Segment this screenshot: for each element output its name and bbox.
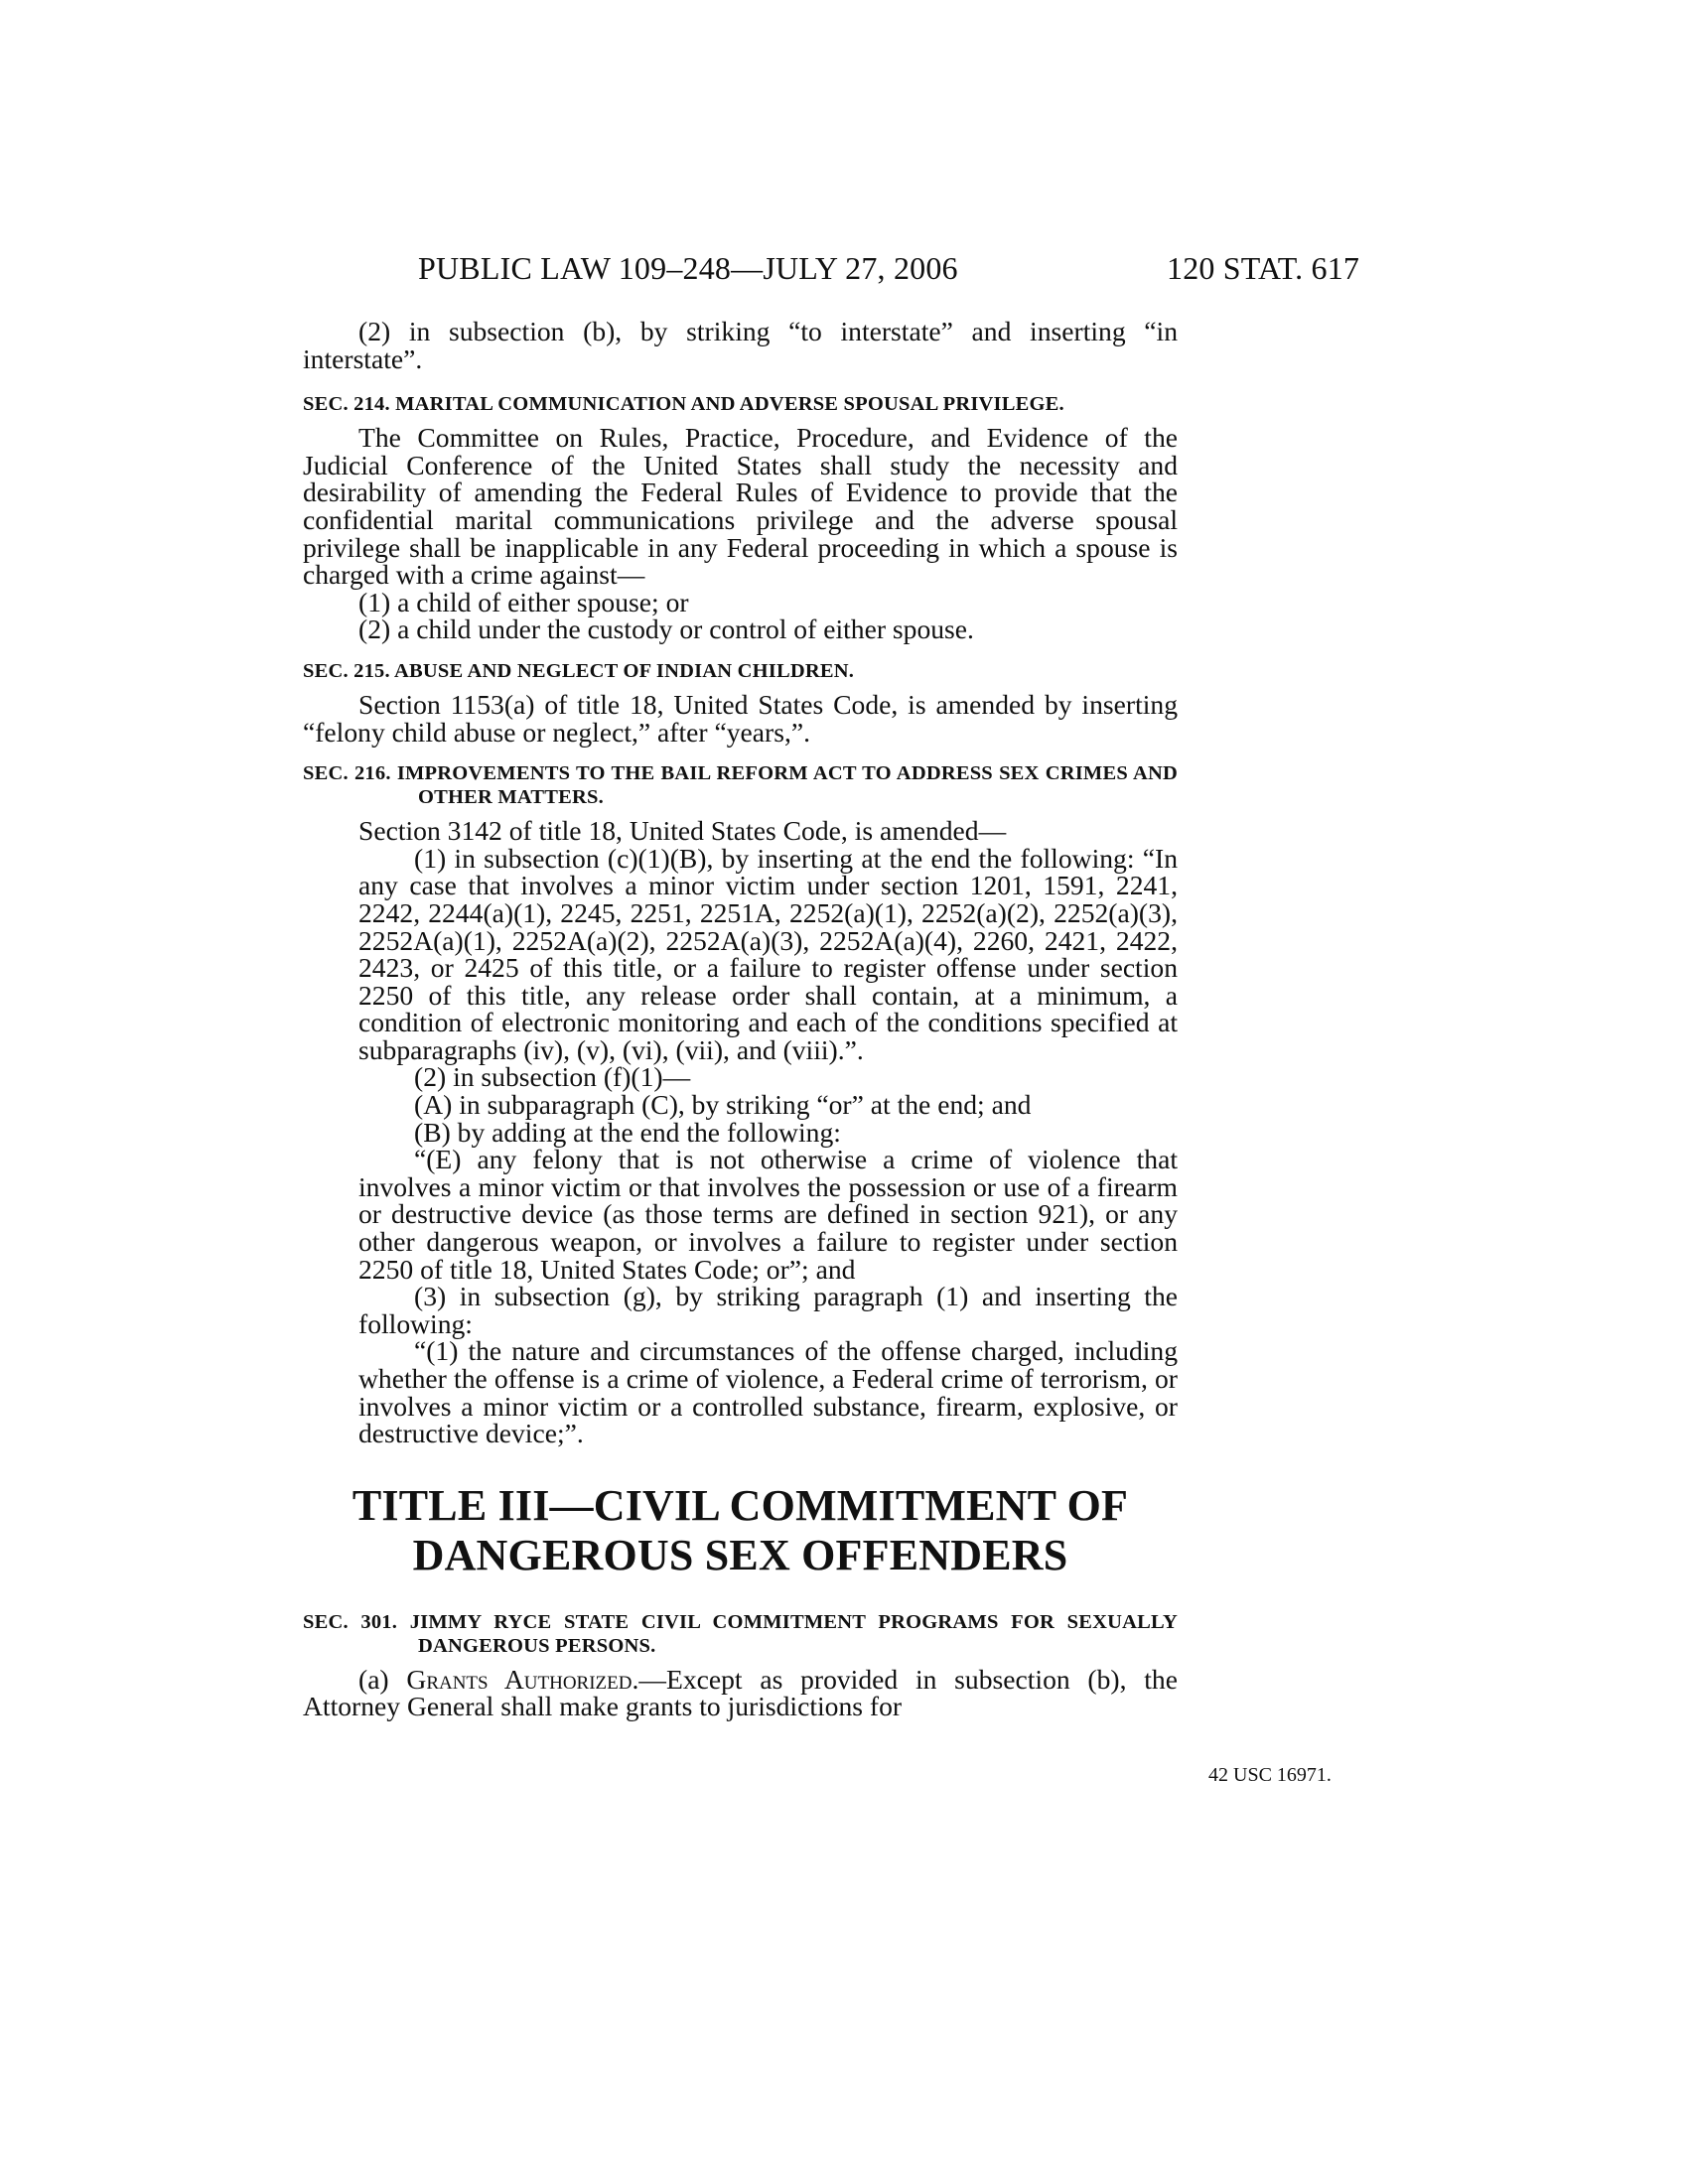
section-301-subsection-a <box>303 1663 1178 1722</box>
section-216-quoted-E: “(E) any felony that is not otherwise a crime of violence that involves a minor victim or that involves the possession or use of a firearm or destructive device (as those terms are defined in section 921), or any other dangerous weapon, or involves a failure to register under section 2250 of title 18, United States Code; or”; and <box>358 1144 1178 1285</box>
title-heading <box>303 1481 1178 1580</box>
running-head: PUBLIC LAW 109–248—JULY 27, 2006 <box>418 250 958 286</box>
stat-page-number: 120 STAT. 617 <box>1167 250 1360 286</box>
section-216-item-2B: (B) by adding at the end the following: <box>414 1116 841 1148</box>
section-heading-214: SEC. 214. MARITAL COMMUNICATION AND ADVERSE SPOUSAL PRIVILEGE. <box>303 393 1064 416</box>
section-214-item-2: (2) a child under the custody or control of either spouse. <box>358 614 974 645</box>
section-216-item-2A: (A) in subparagraph (C), by striking “or” at the end; and <box>414 1089 1032 1121</box>
subsection-text: .—Except as provided in subsection (b), the Attorney General shall make grants to jurisdictions for <box>303 1663 1178 1722</box>
section-216-item-1: (1) in subsection (c)(1)(B), by inserting at the end the following: “In any case that involves a minor victim under section 1201, 1591, 2241, 2242, 2244(a)(1), 2245, 2251, 2251A, 2252(a)(1), 2252(a)(2), 2252(a)(3), 2252A(a)(1), 2252A(a)(2), 2252A(a)(3), 2252A(a)(4), 2260, 2421, 2422, 2423, or 2425 of this title, or a failure to register offense under section 2250 of this title, any release order shall contain, at a minimum, a condition of electronic monitoring and each of the conditions specified at subparagraphs (iv), (v), (vi), (vii), and (viii).”. <box>358 842 1178 1065</box>
title-line-2: DANGEROUS SEX OFFENDERS <box>412 1530 1068 1579</box>
section-heading-301: SEC. 301. JIMMY RYCE STATE CIVIL COMMITMENT PROGRAMS FOR SEXUALLY DANGEROUS PERSONS. <box>303 1610 1178 1657</box>
section-216-quoted-1: “(1) the nature and circumstances of the offense charged, including whether the offense is a crime of violence, a Federal crime of terrorism, or involves a minor victim or a controlled substance, firearm, explosive, or destructive device;”. <box>358 1335 1178 1449</box>
section-heading-215: SEC. 215. ABUSE AND NEGLECT OF INDIAN CHILDREN. <box>303 659 855 682</box>
section-214-body: The Committee on Rules, Practice, Procedure, and Evidence of the Judicial Conference of the United States shall study the necessity and desirability of amending the Federal Rules of Evidence to provide that the confidential marital communications privilege and the adverse spousal privilege shall be inapplicable in any Federal proceeding in which a spouse is charged with a crime against— <box>303 422 1178 591</box>
section-215-body: Section 1153(a) of title 18, United States Code, is amended by inserting “felony child abuse or neglect,” after “years,”. <box>303 688 1178 748</box>
page-header <box>0 250 1688 286</box>
continued-paragraph: (2) in subsection (b), by striking “to interstate” and inserting “in interstate”. <box>303 316 1178 374</box>
subsection-label: (a) <box>358 1663 407 1695</box>
section-214-item-1: (1) a child of either spouse; or <box>358 586 689 617</box>
subsection-caption: Grants Authorized <box>406 1663 633 1695</box>
title-line-1: TITLE III—CIVIL COMMITMENT OF <box>352 1480 1129 1530</box>
section-216-intro: Section 3142 of title 18, United States Code, is amended— <box>358 815 1007 847</box>
section-216-item-2: (2) in subsection (f)(1)— <box>414 1061 691 1093</box>
marginal-note: 42 USC 16971. <box>1208 1764 1332 1786</box>
document-body <box>303 318 1178 1720</box>
section-heading-216: SEC. 216. IMPROVEMENTS TO THE BAIL REFORM ACT TO ADDRESS SEX CRIMES AND OTHER MATTERS. <box>303 762 1178 809</box>
section-216-item-3: (3) in subsection (g), by striking paragraph (1) and inserting the following: <box>358 1281 1178 1339</box>
